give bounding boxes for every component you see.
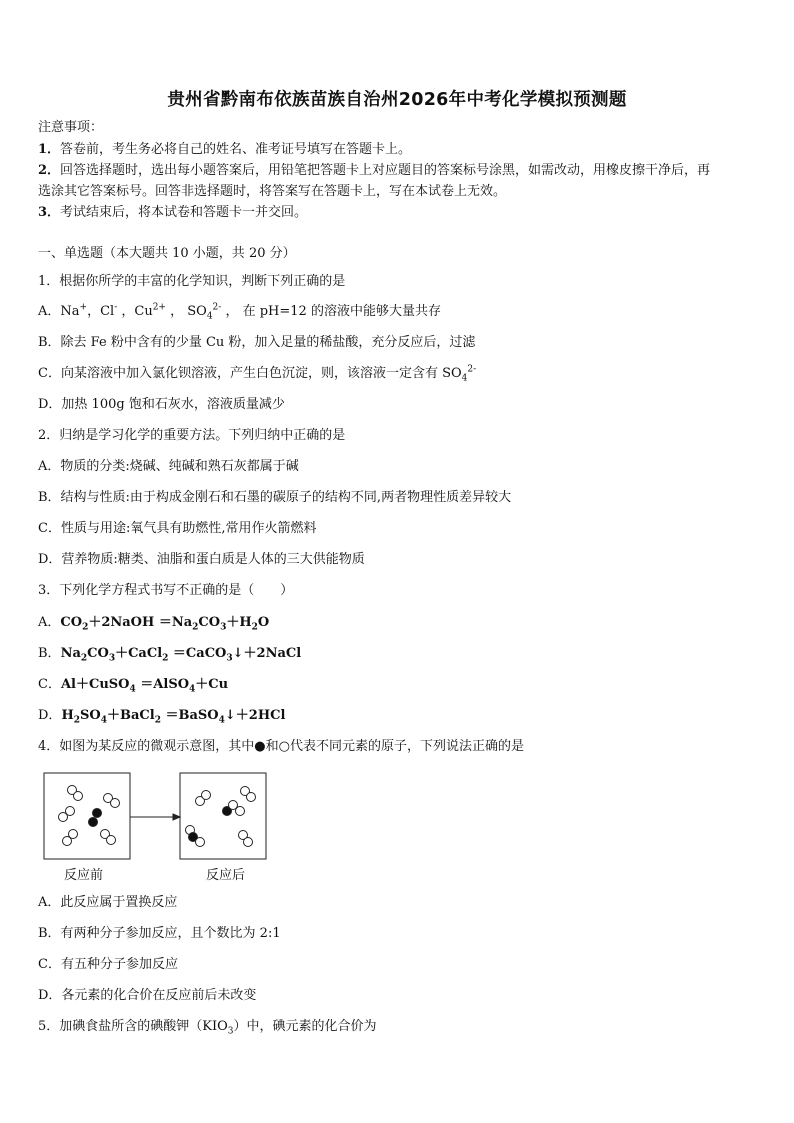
q4-option-d: D．各元素的化合价在反应前后未改变 [38,988,257,1003]
q2-option-d: D．营养物质:糖类、油脂和蛋白质是人体的三大供能物质 [38,552,365,567]
q2-option-a: A．物质的分类:烧碱、纯碱和熟石灰都属于碱 [38,459,299,474]
q3-option-d: D．$H_2SO_4+BaCl_2$ ＝BaSO$_4$↓＋2HCl [38,708,286,726]
q2-option-b: B．结构与性质:由于构成金刚石和石墨的碳原子的结构不同,两者物理性质差异较大 [38,490,512,505]
q2-option-c: C．性质与用途:氧气具有助燃性,常用作火箭燃料 [38,521,317,536]
q4-option-b: B．有两种分子参加反应，且个数比为 2:1 [38,926,281,941]
q1-option-d: D．加热 100g 饱和石灰水，溶液质量减少 [38,397,285,412]
q1-option-a: A．Na+，Cl- ，$Cu^{2+}$ ， $SO_4^{2-}$ ， 在 pH=12 的溶液中能够大量共存 [38,302,441,322]
caption-after: 反应后 [206,868,246,883]
q4-option-c: C．有五种分子参加反应 [38,957,178,972]
notice-item-1: 1．答卷前，考生务必将自己的姓名、准考证号填写在答题卡上。 [38,142,412,157]
q2-stem: 2．归纳是学习化学的重要方法。下列归纳中正确的是 [38,428,346,443]
q3-stem: 3．下列化学方程式书写不正确的是（ ） [38,583,294,598]
caption-before: 反应前 [64,868,104,883]
arrow-icon [130,814,180,820]
q4-option-a: A．此反应属于置换反应 [38,895,178,910]
section-heading: 一、单选题（本大题共 10 小题，共 20 分） [38,246,296,261]
notice-item-2-cont: 选涂其它答案标号。回答非选择题时，将答案写在答题卡上，写在本试卷上无效。 [38,184,507,199]
notice-item-3: 3．考试结束后，将本试卷和答题卡一并交回。 [38,205,308,220]
q3-option-a: A．$CO_2+2NaOH =Na_2CO_3+H_2O$ [38,615,270,633]
q1-stem: 1．根据你所学的丰富的化学知识，判断下列正确的是 [38,274,346,289]
q4-stem: 4．如图为某反应的微观示意图，其中●和○代表不同元素的原子，下列说法正确的是 [38,739,524,754]
q5-stem: 5．加碘食盐所含的碘酸钾$(KIO_3)$中，碘元素的化合价为 [38,1019,377,1037]
before-box [44,773,130,859]
notice-item-2: 2．回答选择题时，选出每小题答案后，用铅笔把答题卡上对应题目的答案标号涂黑，如需改动，用橡皮擦干净后，再 [38,163,711,178]
page-title: 贵州省黔南布依族苗族自治州2026年中考化学模拟预测题 [167,90,627,110]
reaction-diagram [40,770,280,862]
after-box [180,773,266,859]
q3-option-b: B．$Na_2CO_3+CaCl_2$ ＝CaCO$_3$↓＋2NaCl [38,646,302,664]
notice-heading: 注意事项： [38,120,104,135]
q1-option-c: C．向某溶液中加入氯化钡溶液，产生白色沉淀，则，该溶液一定含有 $SO_4^{2-}$ [38,364,477,384]
q3-option-c: C．Al＋CuSO$_4$ ＝AlSO$_4$＋Cu [38,677,229,695]
q1-option-b: B．除去 Fe 粉中含有的少量 Cu 粉，加入足量的稀盐酸，充分反应后，过滤 [38,335,476,350]
